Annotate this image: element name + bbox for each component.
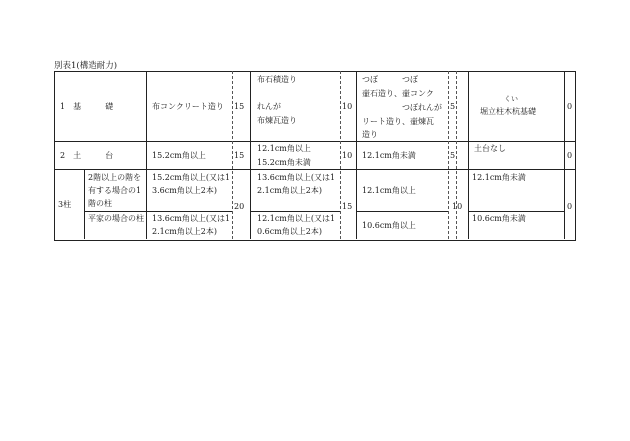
row-label-sill: 2 土 台 (60, 151, 114, 160)
foundation-grade-3-line3: つぼれんが (362, 103, 442, 112)
col-divider (468, 71, 469, 239)
row-subdivider (356, 211, 448, 212)
foundation-grade-1: 布コンクリート造り (152, 102, 224, 111)
sill-grade-2-line2: 15.2cm角未満 (257, 158, 311, 167)
points-divider (448, 71, 449, 239)
pillar-grade-1b-line2: 2.1cm角以上2本) (152, 227, 217, 236)
pillar-points-1: 20 (234, 202, 245, 211)
pillar-grade-1a-line2: 3.6cm角以上2本) (152, 186, 217, 195)
sill-grade-2-line1: 12.1cm角以上 (257, 144, 311, 153)
pillar-sub1-line2: 有する場合の1 (88, 186, 142, 195)
foundation-grade-3-line1: つぼ つぼ (362, 75, 418, 84)
foundation-grade-3-line2: 壷石造り、壷コンク (362, 89, 434, 98)
foundation-points-3: 5 (450, 102, 456, 111)
pillar-grade-2a-line2: 2.1cm角以上2本) (257, 186, 322, 195)
foundation-grade-2-line3: 布煉瓦造り (257, 116, 297, 125)
row-label-foundation: 1 基 礎 (60, 102, 114, 111)
col-divider (84, 169, 85, 239)
pillar-grade-1a-line1: 15.2cm角以上(又は1 (152, 173, 231, 182)
pillar-grade-2b-line1: 12.1cm角以上(又は1 (257, 214, 336, 223)
foundation-grade-2-line2: れんが (257, 102, 281, 111)
pillar-grade-4b: 10.6cm角未満 (472, 214, 526, 223)
structural-strength-table (54, 71, 576, 241)
sill-grade-4: 土台なし (474, 144, 506, 153)
pillar-grade-3b: 10.6cm角以上 (362, 221, 416, 230)
col-divider (146, 71, 147, 169)
col-divider (250, 71, 251, 239)
pillar-grade-2a-line1: 13.6cm角以上(又は1 (257, 173, 336, 182)
foundation-grade-2-line1: 布石積造り (257, 75, 297, 84)
sill-grade-3: 12.1cm角未満 (362, 151, 416, 160)
table-caption: 別表1(構造耐力) (54, 61, 118, 71)
pillar-points-4: 0 (567, 202, 573, 211)
pillar-sub2: 平家の場合の柱 (88, 214, 144, 223)
points-divider (456, 71, 457, 239)
row-divider (54, 169, 576, 170)
pillar-grade-1b-line1: 13.6cm角以上(又は1 (152, 214, 231, 223)
pillar-sub1-line1: 2階以上の階を (88, 173, 142, 182)
sill-points-3: 5 (450, 151, 456, 160)
col-divider (356, 71, 357, 239)
foundation-grade-4: 堀立柱木杭基礎 (480, 107, 536, 116)
pillar-grade-4a: 12.1cm角未満 (472, 173, 526, 182)
sill-points-4: 0 (567, 151, 573, 160)
sill-grade-1: 15.2cm角以上 (152, 151, 206, 160)
sill-points-2: 10 (342, 151, 353, 160)
pillar-grade-3a: 12.1cm角以上 (362, 186, 416, 195)
col-divider (146, 169, 147, 239)
foundation-points-4: 0 (567, 102, 573, 111)
row-label-pillar: 3柱 (58, 200, 72, 209)
foundation-grade-4-ruby: くい (504, 95, 518, 103)
pillar-points-2: 15 (342, 202, 353, 211)
foundation-grade-3-line4: リート造り、壷煉瓦 (362, 117, 434, 126)
pillar-grade-2b-line2: 0.6cm角以上2本) (257, 227, 322, 236)
points-divider (232, 71, 233, 239)
foundation-grade-3-line5: 造り (362, 130, 378, 139)
foundation-points-2: 10 (342, 102, 353, 111)
points-divider (340, 71, 341, 239)
sill-points-1: 15 (234, 151, 245, 160)
foundation-points-1: 15 (234, 102, 245, 111)
col-divider (564, 71, 565, 239)
pillar-sub1-line3: 階の柱 (88, 199, 112, 208)
pillar-points-3: 10 (452, 202, 463, 211)
